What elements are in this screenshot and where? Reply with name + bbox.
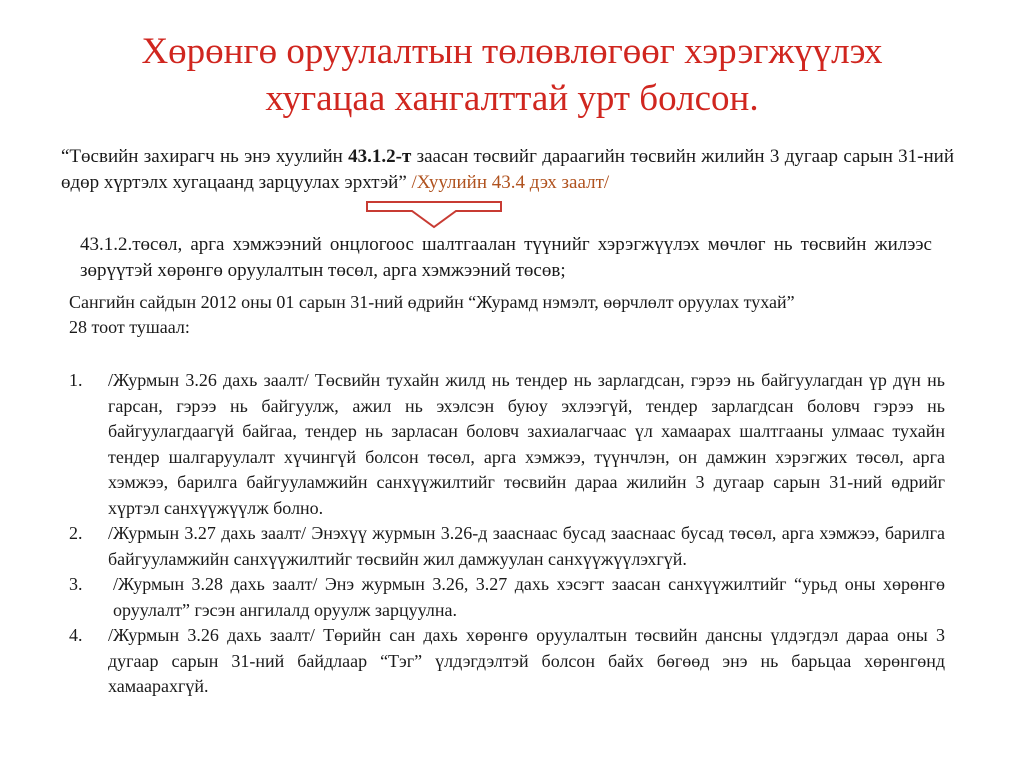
list-item-number: 4. xyxy=(69,625,83,645)
list-item xyxy=(69,623,945,700)
list-item xyxy=(69,368,945,521)
order-line-2: 28 тоот тушаал: xyxy=(69,317,190,337)
quote-text-1: “Төсвийн захирагч нь энэ хуулийн xyxy=(61,146,349,167)
order-line-1: Сангийн сайдын 2012 оны 01 сарын 31-ний өдрийн “Журамд нэмэлт, өөрчлөлт оруулах тухай” xyxy=(69,292,795,312)
list-item-text: /Журмын 3.26 дахь заалт/ Төрийн сан дахь хөрөнгө оруулалтын төсвийн дансны үлдэгдэл дараа оны 3 дугаар сарын 31-ний байдлаар “Тэг” үлдэгдэлтэй болсон байх бөгөөд энэ нь барьцаа хөрөнгөнд хамаарахгүй. xyxy=(108,625,945,696)
ministry-order xyxy=(69,290,945,340)
list-item-text: /Журмын 3.28 дахь заалт/ Энэ журмын 3.26, 3.27 дахь хэсэгт заасан санхүүжилтийг “урьд оны хөрөнгө оруулалт” гэсэн ангилалд оруулж зарцуулна. xyxy=(113,574,945,620)
quote-text-2: заасан төсвийг дараагийн төсвийн жилийн 3 дугаар сарын 31-ний өдөр хүртэлх хугацаанд зарцуулах эрхтэй” xyxy=(61,146,954,193)
slide-title xyxy=(60,28,964,122)
down-arrow-icon xyxy=(366,201,502,229)
quote-clause-code: 43.1.2-т xyxy=(348,146,412,167)
quote-reference: /Хуулийн 43.4 дэх заалт/ xyxy=(411,172,610,193)
law-quote xyxy=(61,144,954,196)
list-item-text: /Журмын 3.26 дахь заалт/ Төсвийн тухайн жилд нь тендер нь зарлагдсан, гэрээ нь байгуулагдан үр дүн нь гарсан, гэрээ нь байгуулж, ажил нь эхэлсэн буюу эхлээгүй, тендер зарлагдсан боловч гэрээ нь байгуулагдаагүй байгаа, тендер нь зарласан боловч захиалагчаас үл хамаарах шалтгааны улмаас тухайн тендер шалгаруулалт хүчингүй болсон төсөл, арга хэмжээ, түүнчлэн, он дамжин хэрэгжих төсөл, арга хэмжээ, барилга байгууламжийн санхүүжилтийг төсвийн дараа жилийн 3 дугаар сарын 31-ний өдрийг хүртэл санхүүжүүлж болно. xyxy=(108,370,945,518)
list-item xyxy=(69,572,945,623)
list-item-number: 2. xyxy=(69,523,83,543)
title-line-1: Хөрөнгө оруулалтын төлөвлөгөөг хэрэгжүүлэх xyxy=(141,31,883,72)
title-line-2: хугацаа хангалттай урт болсон. xyxy=(265,78,759,119)
list-item-number: 1. xyxy=(69,370,83,390)
list-item xyxy=(69,521,945,572)
list-item-number: 3. xyxy=(69,574,83,594)
clause-43-1-2: 43.1.2.төсөл, арга хэмжээний онцлогоос шалтгаалан түүнийг хэрэгжүүлэх мөчлөг нь төсвийн жилээс зөрүүтэй хөрөнгө оруулалтын төсөл, арга хэмжээний төсөв; xyxy=(80,234,932,281)
regulation-list xyxy=(69,368,945,700)
list-item-text: /Журмын 3.27 дахь заалт/ Энэхүү журмын 3.26-д зааснаас бусад зааснаас бусад төсөл, арга хэмжээ, барилга байгууламжийн санхүүжилтийг төсвийн жил дамжуулан санхүүжүүлэхгүй. xyxy=(108,523,945,569)
